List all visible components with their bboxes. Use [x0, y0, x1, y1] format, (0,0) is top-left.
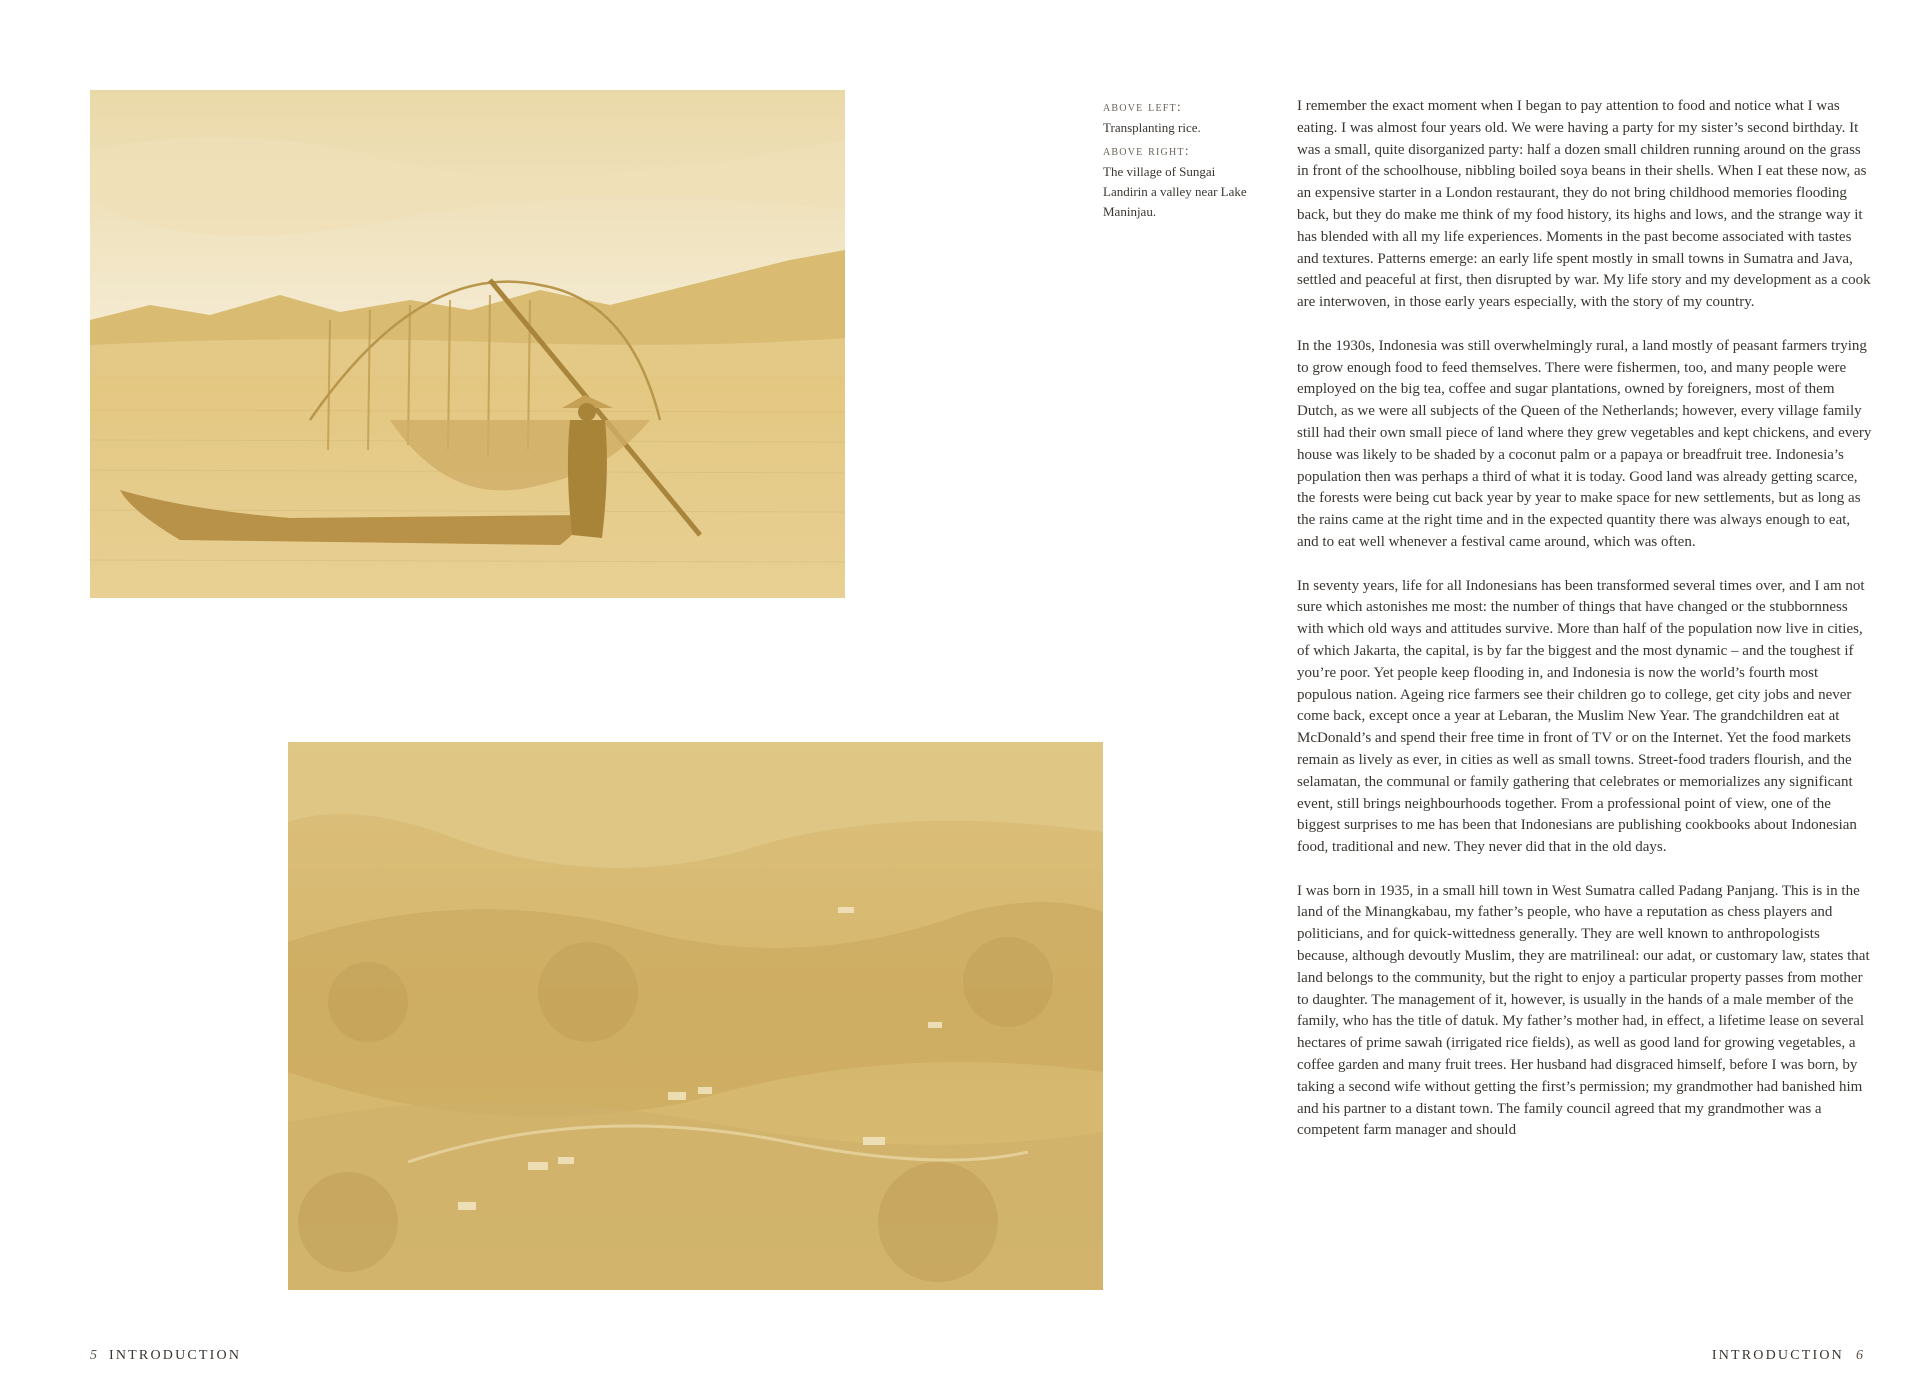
footer-right: [1712, 1348, 1863, 1364]
photo-village-valley: [288, 742, 1103, 1290]
paragraph-1: I remember the exact moment when I began to pay attention to food and notice what I was eating. I was almost four years old. We were having a party for my sister’s second birthday. It was a small, quite disorganized party: half a dozen small children running around on the grass in front of the schoolhouse, nibbling boiled soya beans in their shells. When I eat these now, as an expensive starter in a London restaurant, they do not bring childhood memories flooding back, but they do make me think of my food history, its highs and lows, and the strange way it has blended with all my life experiences. Moments in the past become associated with tastes and textures. Patterns emerge: an early life spent mostly in small towns in Sumatra and Java, settled and peaceful at first, then disrupted by war. My life story and my development as a cook are interwoven, in those early years especially, with the story of my country.: [1297, 98, 1871, 311]
caption-above-left-heading: above left:: [1103, 100, 1182, 115]
caption-above-right-text: The village of Sungai Landirin a valley near Lake Maninjau.: [1103, 164, 1247, 219]
running-head-left: INTRODUCTION: [109, 1348, 242, 1363]
running-head-right: INTRODUCTION: [1711, 1348, 1844, 1363]
page-number-right: 6: [1856, 1348, 1863, 1363]
paragraph-4: I was born in 1935, in a small hill town in West Sumatra called Padang Panjang. This is in the land of the Minangkabau, my father’s people, who have a reputation as chess players and politicians, and for quick-wittedness generally. They are well known to anthropologists because, although devoutly Muslim, they are matrilineal: our adat, or customary law, states that land belongs to the community, but the right to enjoy a particular property passes from mother to daughter. The management of it, however, is usually in the hands of a male member of the family, who has the title of datuk. My father’s mother had, in effect, a lifetime lease on several hectares of prime sawah (irrigated rice fields), as well as good land for growing vegetables, a coffee garden and many fruit trees. Her husband had disgraced himself, before I was born, by taking a second wife without getting the first’s permission; my grandmother had banished him and his partner to a distant town. The family council agreed that my grandmother was a competent farm manager and should: [1297, 882, 1870, 1139]
page-number-left: 5: [90, 1348, 97, 1363]
body-text-column: [1297, 96, 1872, 1164]
photo-fisherman-lake: [90, 90, 845, 598]
paragraph-2: In the 1930s, Indonesia was still overwhelmingly rural, a land mostly of peasant farmers trying to grow enough food to feed themselves. There were fishermen, too, and many people were employed on the big tea, coffee and sugar plantations, owned by foreigners, most of them Dutch, as we were all subjects of the Queen of the Netherlands; however, every village family still had their own small piece of land where they grew vegetables and kept chickens, and every house was likely to be shaded by a coconut palm or a papaya or breadfruit tree. Indonesia’s population then was perhaps a third of what it is today. Good land was already getting scarce, the forests were being cut back year by year to make space for new settlements, but as long as the rains came at the right time and in the expected quantity there was always enough to eat, and to eat well whenever a festival came around, which was often.: [1297, 337, 1872, 550]
caption-above-right-heading: above right:: [1103, 144, 1190, 159]
footer-left: [90, 1348, 241, 1364]
caption-above-left-text: Transplanting rice.: [1103, 120, 1201, 135]
photo-captions: [1103, 98, 1253, 226]
paragraph-3: In seventy years, life for all Indonesians has been transformed several times over, and I am not sure which astonishes me most: the number of things that have changed or the stubbornness with which old ways and attitudes survive. More than half of the population now live in cities, of which Jakarta, the capital, is by far the biggest and the most dynamic – and the toughest if you’re poor. Yet people keep flooding in, and Indonesia is now the world’s fourth most populous nation. Ageing rice farmers see their children go to college, get city jobs and never come back, except once a year at Lebaran, the Muslim New Year. The grandchildren eat at McDonald’s and spend their free time in front of TV or on the Internet. Yet the food markets remain as lively as ever, in cities as well as small towns. Street-food traders flourish, and the selamatan, the communal or family gathering that celebrates or memorializes any significant event, still brings neighbourhoods together. From a professional point of view, one of the biggest surprises to me has been that Indonesians are publishing cookbooks about Indonesian food, traditional and new. They never did that in the old days.: [1297, 577, 1865, 856]
